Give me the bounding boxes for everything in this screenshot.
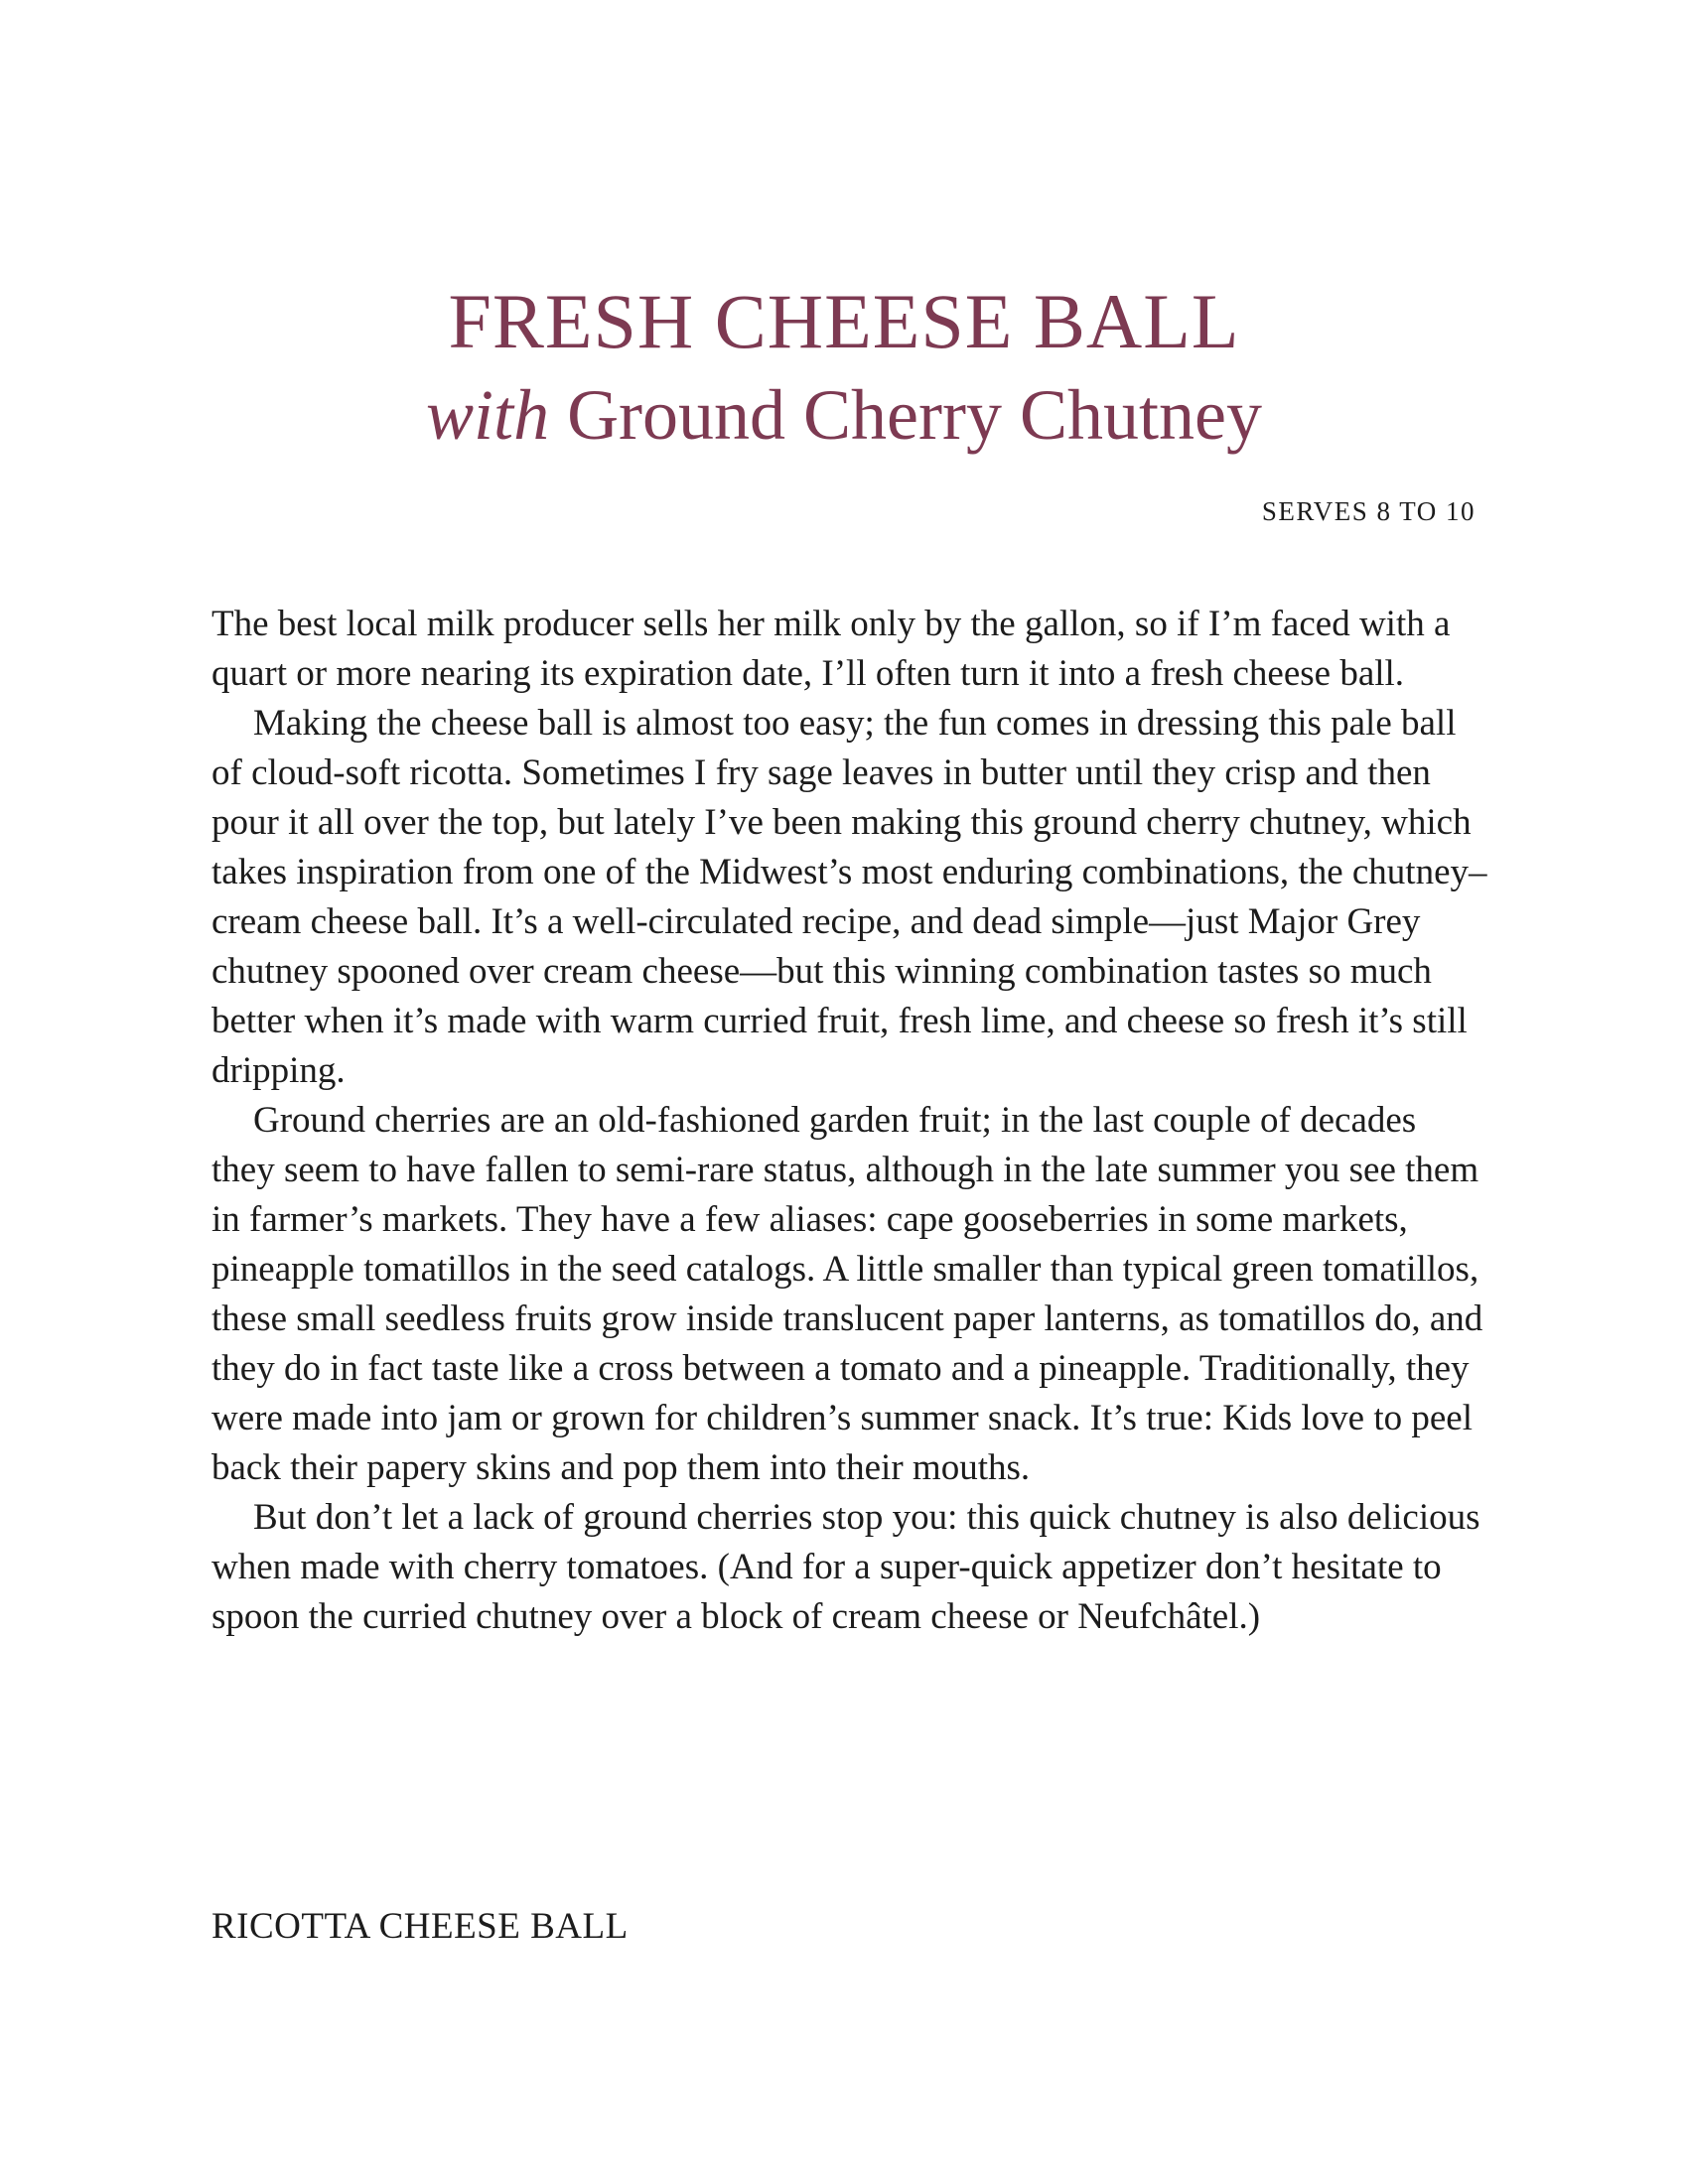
intro-paragraph: But don’t let a lack of ground cherries stop you: this quick chutney is also delicious when made with cherry tomatoes. (And for a super-quick appetizer don’t hesitate to spoon the curried chutney over a block of cream cheese or Neufchâtel.) <box>211 1497 1480 1637</box>
intro-paragraph: Making the cheese ball is almost too easy; the fun comes in dressing this pale ball of cloud-soft ricotta. Sometimes I fry sage leaves in butter until they crisp and then pour it all over the top, but lately I’ve been making this ground cherry chutney, which takes inspiration from one of the Midwest’s most enduring combinations, the chutney–cream cheese ball. It’s a well-circulated recipe, and dead simple—just Major Grey chutney spooned over cream cheese—but this winning combination tastes so much better when it’s made with warm curried fruit, fresh lime, and cheese so fresh it’s still dripping. <box>211 703 1487 1091</box>
recipe-title-with: with <box>426 375 550 455</box>
intro-paragraph: The best local milk producer sells her milk only by the gallon, so if I’m faced with a quart or more nearing its expiration date, I’ll often turn it into a fresh cheese ball. <box>211 604 1451 694</box>
recipe-title-main: FRESH CHEESE BALL <box>448 278 1240 364</box>
recipe-title-sub: Ground Cherry Chutney <box>567 375 1262 455</box>
section-heading: RICOTTA CHEESE BALL <box>211 1906 629 1947</box>
intro-paragraph: Ground cherries are an old-fashioned garden fruit; in the last couple of decades they seem to have fallen to semi-rare status, although in the late summer you see them in farmer’s markets. They have a few aliases: cape gooseberries in some markets, pineapple tomatillos in the seed catalogs. A little smaller than typical green tomatillos, these small seedless fruits grow inside translucent paper lanterns, as tomatillos do, and they do in fact taste like a cross between a tomato and a pineapple. Traditionally, they were made into jam or grown for children’s summer snack. It’s true: Kids love to peel back their papery skins and pop them into their mouths. <box>211 1100 1483 1488</box>
recipe-title-subtitle <box>0 367 1688 463</box>
recipe-intro <box>211 600 1488 1642</box>
recipe-title <box>0 276 1688 463</box>
serves-label: SERVES 8 TO 10 <box>1261 496 1476 526</box>
